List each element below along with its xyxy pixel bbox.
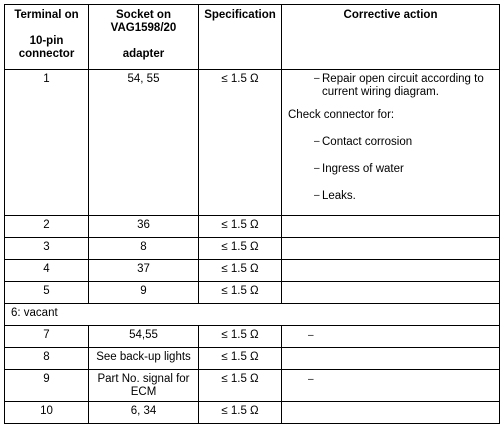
header-terminal (5, 5, 89, 70)
test-table (4, 4, 500, 424)
header-terminal-line2: 10-pin (29, 35, 64, 47)
action-check: Check connector for: (288, 109, 395, 121)
action-item (288, 136, 495, 149)
corrective-action-cell (282, 216, 500, 238)
spec-cell: ≤ 1.5 Ω (199, 326, 282, 348)
header-row (5, 5, 500, 70)
socket-cell: 6, 34 (89, 402, 199, 424)
vacant-row-cell: 6: vacant (5, 304, 500, 326)
corrective-action-cell (282, 348, 500, 370)
dash-icon: – (314, 136, 320, 147)
header-corrective-text: Corrective action (343, 9, 438, 21)
corrective-action-cell (282, 282, 500, 304)
corrective-action-cell (282, 370, 500, 402)
table-row (5, 402, 500, 424)
table-row (5, 260, 500, 282)
table-row (5, 216, 500, 238)
socket-cell: 8 (89, 238, 199, 260)
corrective-action-cell (282, 402, 500, 424)
socket-cell: 36 (89, 216, 199, 238)
spec-cell: ≤ 1.5 Ω (199, 260, 282, 282)
spec-cell: ≤ 1.5 Ω (199, 216, 282, 238)
header-socket-line1: Socket on (116, 9, 171, 21)
table-row (5, 326, 500, 348)
terminal-cell: 9 (5, 370, 89, 402)
dash-icon: – (314, 190, 320, 201)
spec-cell: ≤ 1.5 Ω (199, 370, 282, 402)
terminal-cell: 1 (5, 70, 89, 216)
spec-cell: ≤ 1.5 Ω (199, 402, 282, 424)
action-item-text: Leaks. (322, 190, 356, 202)
spec-cell: ≤ 1.5 Ω (199, 282, 282, 304)
table-row (5, 282, 500, 304)
header-socket-line2: VAG1598/20 (110, 22, 177, 34)
header-corrective-action (282, 5, 500, 70)
terminal-cell: 4 (5, 260, 89, 282)
header-terminal-line1: Terminal on (14, 9, 79, 21)
corrective-action-cell (282, 70, 500, 216)
terminal-cell: 3 (5, 238, 89, 260)
socket-cell: 37 (89, 260, 199, 282)
header-specification-text: Specification (204, 9, 276, 21)
dash-icon: – (308, 374, 314, 385)
corrective-action-cell (282, 260, 500, 282)
terminal-cell: 8 (5, 348, 89, 370)
header-terminal-line3: connector (18, 48, 75, 60)
action-repair (288, 73, 495, 99)
table-row (5, 238, 500, 260)
table-row (5, 370, 500, 402)
action-item-text: Contact corrosion (322, 136, 413, 148)
terminal-cell: 5 (5, 282, 89, 304)
dash-icon: – (308, 330, 314, 341)
spec-cell: ≤ 1.5 Ω (199, 238, 282, 260)
socket-cell: 54, 55 (89, 70, 199, 216)
header-socket (89, 5, 199, 70)
corrective-action-cell (282, 326, 500, 348)
table-row (5, 304, 500, 326)
socket-cell: Part No. signal for ECM (89, 370, 199, 402)
terminal-cell: 2 (5, 216, 89, 238)
action-item (288, 163, 495, 176)
terminal-cell: 10 (5, 402, 89, 424)
table-row (5, 70, 500, 216)
spec-cell: ≤ 1.5 Ω (199, 70, 282, 216)
action-item (288, 190, 495, 203)
action-item-text: Ingress of water (322, 163, 404, 175)
terminal-cell: 7 (5, 326, 89, 348)
header-socket-line3: adapter (122, 48, 165, 60)
socket-cell: 9 (89, 282, 199, 304)
table-row (5, 348, 500, 370)
socket-cell: See back-up lights (89, 348, 199, 370)
corrective-action-cell (282, 238, 500, 260)
action-repair-text: Repair open circuit according to current wiring diagram. (322, 73, 484, 98)
dash-icon: – (314, 73, 320, 84)
header-specification (199, 5, 282, 70)
socket-cell: 54,55 (89, 326, 199, 348)
dash-icon: – (314, 163, 320, 174)
spec-cell: ≤ 1.5 Ω (199, 348, 282, 370)
